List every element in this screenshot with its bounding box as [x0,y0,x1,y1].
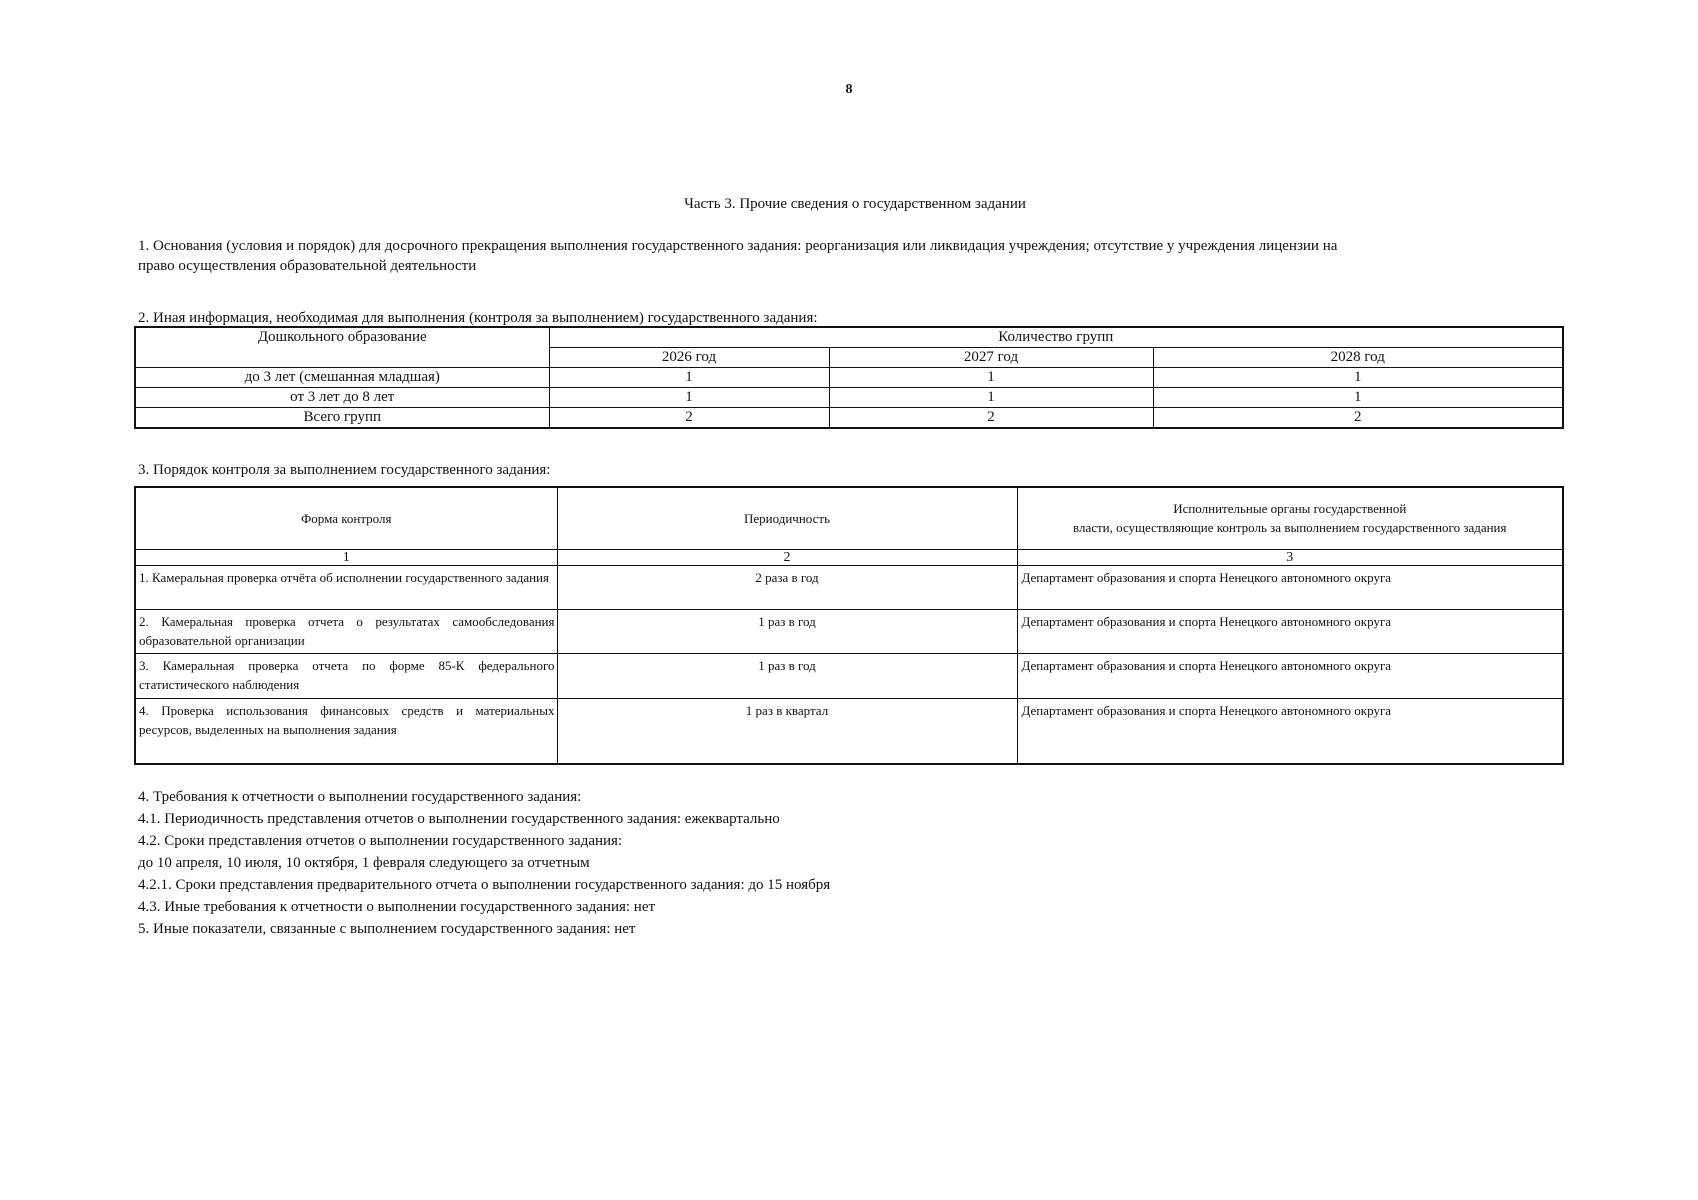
section-4 [138,786,830,940]
cell-value: 1 [829,368,1153,388]
control-table-header-period: Периодичность [557,487,1017,549]
table-row [135,408,1563,429]
col-number: 3 [1017,549,1563,565]
groups-table-year: 2026 год [549,348,829,368]
control-org: Департамент образования и спорта Ненецкого автономного округа [1017,565,1563,609]
table-row [135,698,1563,764]
control-form: 3. Камеральная проверка отчета по форме 85-К федерального статистического наблюдения [135,653,557,698]
section-4-2-1: 4.2.1. Сроки представления предварительного отчета о выполнении государственного задания: до 15 ноября [138,877,831,893]
section-1-line-2: право осуществления образовательной деятельности [138,258,477,274]
table-row [135,609,1563,653]
groups-table [134,326,1564,429]
control-period: 1 раз в год [557,609,1017,653]
cell-value: 1 [549,368,829,388]
control-period: 1 раз в год [557,653,1017,698]
control-org: Департамент образования и спорта Ненецкого автономного округа [1017,609,1563,653]
control-org: Департамент образования и спорта Ненецкого автономного округа [1017,698,1563,764]
cell-value: 2 [549,408,829,429]
groups-table-year: 2027 год [829,348,1153,368]
cell-value: 2 [829,408,1153,429]
page-number: 8 [845,82,853,97]
section-1-line-1: 1. Основания (условия и порядок) для досрочного прекращения выполнения государственного задания: реорганизация или ликвидация учреждения; отсутствие у учреждения лицензии на [138,238,1338,254]
control-form: 2. Камеральная проверка отчета о результатах самообследования образовательной организации [135,609,557,653]
control-form: 1. Камеральная проверка отчёта об исполнении государственного задания [135,565,557,609]
header-org-line-2: власти, осуществляющие контроль за выполнением государственного задания [1072,520,1507,536]
table-row [135,368,1563,388]
header-org-line-1: Исполнительные органы государственной [1173,501,1407,517]
groups-table-year: 2028 год [1153,348,1563,368]
control-form: 4. Проверка использования финансовых средств и материальных ресурсов, выделенных на выполнения задания [135,698,557,764]
control-table [134,486,1564,765]
col-number: 2 [557,549,1017,565]
row-label: до 3 лет (смешанная младшая) [135,368,549,388]
row-label: от 3 лет до 8 лет [135,388,549,408]
control-period: 2 раза в год [557,565,1017,609]
section-4-2: 4.2. Сроки представления отчетов о выполнении государственного задания: [138,833,623,849]
row-label: Всего групп [135,408,549,429]
section-4-1: 4.1. Периодичность представления отчетов о выполнении государственного задания: ежеквартально [138,811,780,827]
section-4-title: 4. Требования к отчетности о выполнении государственного задания: [138,789,582,805]
section-5: 5. Иные показатели, связанные с выполнением государственного задания: нет [138,921,636,937]
cell-value: 1 [829,388,1153,408]
cell-value: 1 [549,388,829,408]
control-period: 1 раз в квартал [557,698,1017,764]
part-title: Часть 3. Прочие сведения о государственном задании [684,196,1026,212]
section-4-3: 4.3. Иные требования к отчетности о выполнении государственного задания: нет [138,899,656,915]
table-row [135,653,1563,698]
groups-table-group-header: Количество групп [549,327,1563,348]
cell-value: 1 [1153,368,1563,388]
control-table-header-org [1017,487,1563,549]
col-number: 1 [135,549,557,565]
section-3-title: 3. Порядок контроля за выполнением государственного задания: [138,462,551,478]
cell-value: 2 [1153,408,1563,429]
section-1 [138,236,1568,276]
table-row [135,565,1563,609]
table-row [135,388,1563,408]
section-2-title: 2. Иная информация, необходимая для выполнения (контроля за выполнением) государственного задания: [138,310,818,326]
section-4-2-dates: до 10 апреля, 10 июля, 10 октября, 1 февраля следующего за отчетным [138,855,590,871]
groups-table-col-header: Дошкольного образование [135,327,549,368]
control-table-header-form: Форма контроля [135,487,557,549]
control-org: Департамент образования и спорта Ненецкого автономного округа [1017,653,1563,698]
cell-value: 1 [1153,388,1563,408]
